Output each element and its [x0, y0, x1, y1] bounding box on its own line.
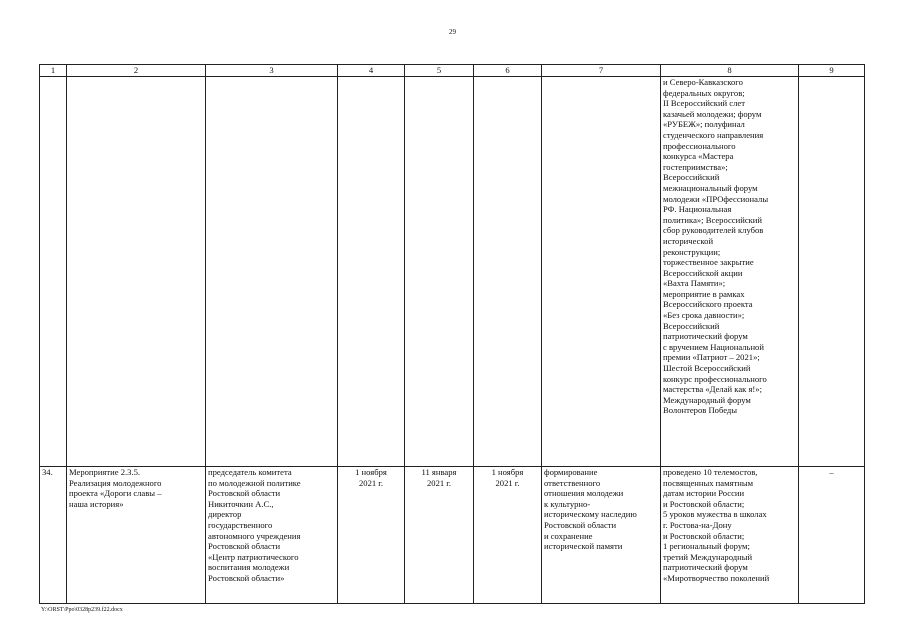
cell-line: Всероссийский — [663, 172, 720, 183]
dash: – — [829, 467, 834, 477]
cell-line: межнациональный форум — [663, 182, 758, 193]
cell-line: и Ростовской области; — [663, 498, 745, 509]
table-cell — [405, 77, 474, 467]
cell-line: воспитания молодежи — [208, 562, 290, 573]
cell-line: исторической — [663, 235, 714, 246]
table-cell — [338, 77, 405, 467]
cell-line: конкурс профессионального — [663, 373, 767, 384]
table-row-34 — [40, 467, 865, 604]
cell-line: 2021 г. — [426, 477, 452, 488]
cell-line: формирование — [544, 467, 598, 477]
cell-line: автономного учреждения — [208, 530, 301, 541]
continuation-row — [40, 77, 865, 467]
cell-line: исторической памяти — [544, 541, 623, 552]
cell-line: II Всероссийский слет — [663, 98, 745, 109]
cell-line: ответственного — [544, 477, 601, 488]
cell-line: «Миротворчество поколений — [663, 572, 770, 583]
cell-line: 11 января — [421, 467, 457, 477]
cell-line: сбор руководителей клубов — [663, 225, 764, 236]
cell-line: Шестой Всероссийский — [663, 363, 751, 374]
table-cell — [542, 77, 661, 467]
cell-line: отношения молодежи — [544, 488, 624, 499]
cell-line: 1 ноября — [491, 467, 524, 477]
cell-line: «РУБЕЖ»; полуфинал — [663, 119, 745, 130]
cell-line: историческому наследию — [544, 509, 637, 520]
table-cell — [474, 77, 542, 467]
cell-line: «Без срока давности»; — [663, 310, 745, 321]
cell-line: патриотический форум — [663, 331, 748, 342]
cell-line: г. Ростова-на-Дону — [663, 519, 732, 530]
cell-line: Ростовской области — [544, 519, 617, 530]
column-number: 3 — [206, 65, 338, 77]
file-path-footer: Y:\ORST\Ppo\0328p239.f22.docx — [41, 607, 123, 613]
page-number: 29 — [449, 28, 456, 36]
cell-line: и Ростовской области; — [663, 530, 745, 541]
cell-line: профессионального — [663, 140, 736, 151]
column-number: 9 — [799, 65, 865, 77]
column-number-row — [40, 65, 865, 77]
events-list-cell — [661, 77, 799, 467]
cell-line: председатель комитета — [208, 467, 292, 477]
cell-line: 5 уроков мужества в школах — [663, 509, 767, 520]
column-number: 4 — [338, 65, 405, 77]
cell-line: проведено 10 телемостов, — [663, 467, 758, 477]
date-cell — [338, 467, 405, 604]
column-number: 5 — [405, 65, 474, 77]
actual-result-cell — [661, 467, 799, 604]
table-cell — [67, 77, 206, 467]
cell-line: по молодежной политике — [208, 477, 301, 488]
expected-result-cell — [542, 467, 661, 604]
cell-line: директор — [208, 509, 242, 520]
cell-line: реконструкции; — [663, 246, 721, 257]
cell-line: мастерства «Делай как я!»; — [663, 384, 762, 395]
cell-line: казачьей молодежи; форум — [663, 108, 762, 119]
cell-line: мероприятие в рамках — [663, 288, 745, 299]
responsible-cell — [206, 467, 338, 604]
cell-line: Ростовской области — [208, 488, 281, 499]
cell-line: и сохранение — [544, 530, 593, 541]
cell-line: Всероссийской акции — [663, 267, 743, 278]
cell-line: государственного — [208, 519, 273, 530]
cell-line: наша история» — [69, 498, 124, 509]
event-name-cell — [67, 467, 206, 604]
cell-line: Всероссийского проекта — [663, 299, 753, 310]
table-cell — [206, 77, 338, 467]
date-cell — [405, 467, 474, 604]
cell-line: Волонтеров Победы — [663, 405, 738, 416]
plan-table — [39, 64, 865, 604]
cell-line: 1 ноября — [355, 467, 387, 477]
cell-line: конкурса «Мастера — [663, 151, 734, 162]
column-number: 6 — [474, 65, 542, 77]
table-cell — [40, 77, 67, 467]
column-number: 7 — [542, 65, 661, 77]
column-number: 2 — [67, 65, 206, 77]
cell-line: премии «Патриот – 2021»; — [663, 352, 760, 363]
cell-line: политика»; Всероссийский — [663, 214, 763, 225]
row-number-text: 34. — [42, 467, 53, 477]
cell-line: Международный форум — [663, 394, 751, 405]
cell-line: Ростовской области» — [208, 572, 285, 583]
row-number — [40, 467, 67, 604]
cell-line: гостеприимства»; — [663, 161, 728, 172]
cell-line: с вручением Национальной — [663, 341, 764, 352]
cell-line: торжественное закрытие — [663, 257, 754, 268]
cell-line: Реализация молодежного — [69, 477, 162, 488]
cell-line: «Вахта Памяти»; — [663, 278, 726, 289]
cell-line: 2021 г. — [358, 477, 384, 488]
cell-line: третий Международный — [663, 551, 753, 562]
cell-line: молодежи «ПРОфессионалы — [663, 193, 769, 204]
cell-line: 1 региональный форум; — [663, 541, 750, 552]
cell-line: Никиточкин А.С., — [208, 498, 274, 509]
cell-line: к культурно- — [544, 498, 591, 509]
cell-line: посвященных памятным — [663, 477, 754, 488]
cell-line: патриотический форум — [663, 562, 748, 573]
cell-line: Ростовской области — [208, 541, 281, 552]
table-cell — [799, 77, 865, 467]
cell-line: «Центр патриотического — [208, 551, 299, 562]
column-number: 8 — [661, 65, 799, 77]
cell-line: Всероссийский — [663, 320, 720, 331]
cell-line: и Северо-Кавказского — [663, 77, 743, 87]
cell-line: Мероприятие 2.3.5. — [69, 467, 141, 477]
cell-line: 2021 г. — [495, 477, 520, 488]
cell-line: студенческого направления — [663, 129, 764, 140]
cell-line: федеральных округов; — [663, 87, 745, 98]
cell-line: РФ. Национальная — [663, 204, 732, 215]
cell-line: проекта «Дороги славы – — [69, 488, 162, 499]
column-number: 1 — [40, 65, 67, 77]
notes-cell — [799, 467, 865, 604]
cell-line: датам истории России — [663, 488, 745, 499]
date-cell — [474, 467, 542, 604]
